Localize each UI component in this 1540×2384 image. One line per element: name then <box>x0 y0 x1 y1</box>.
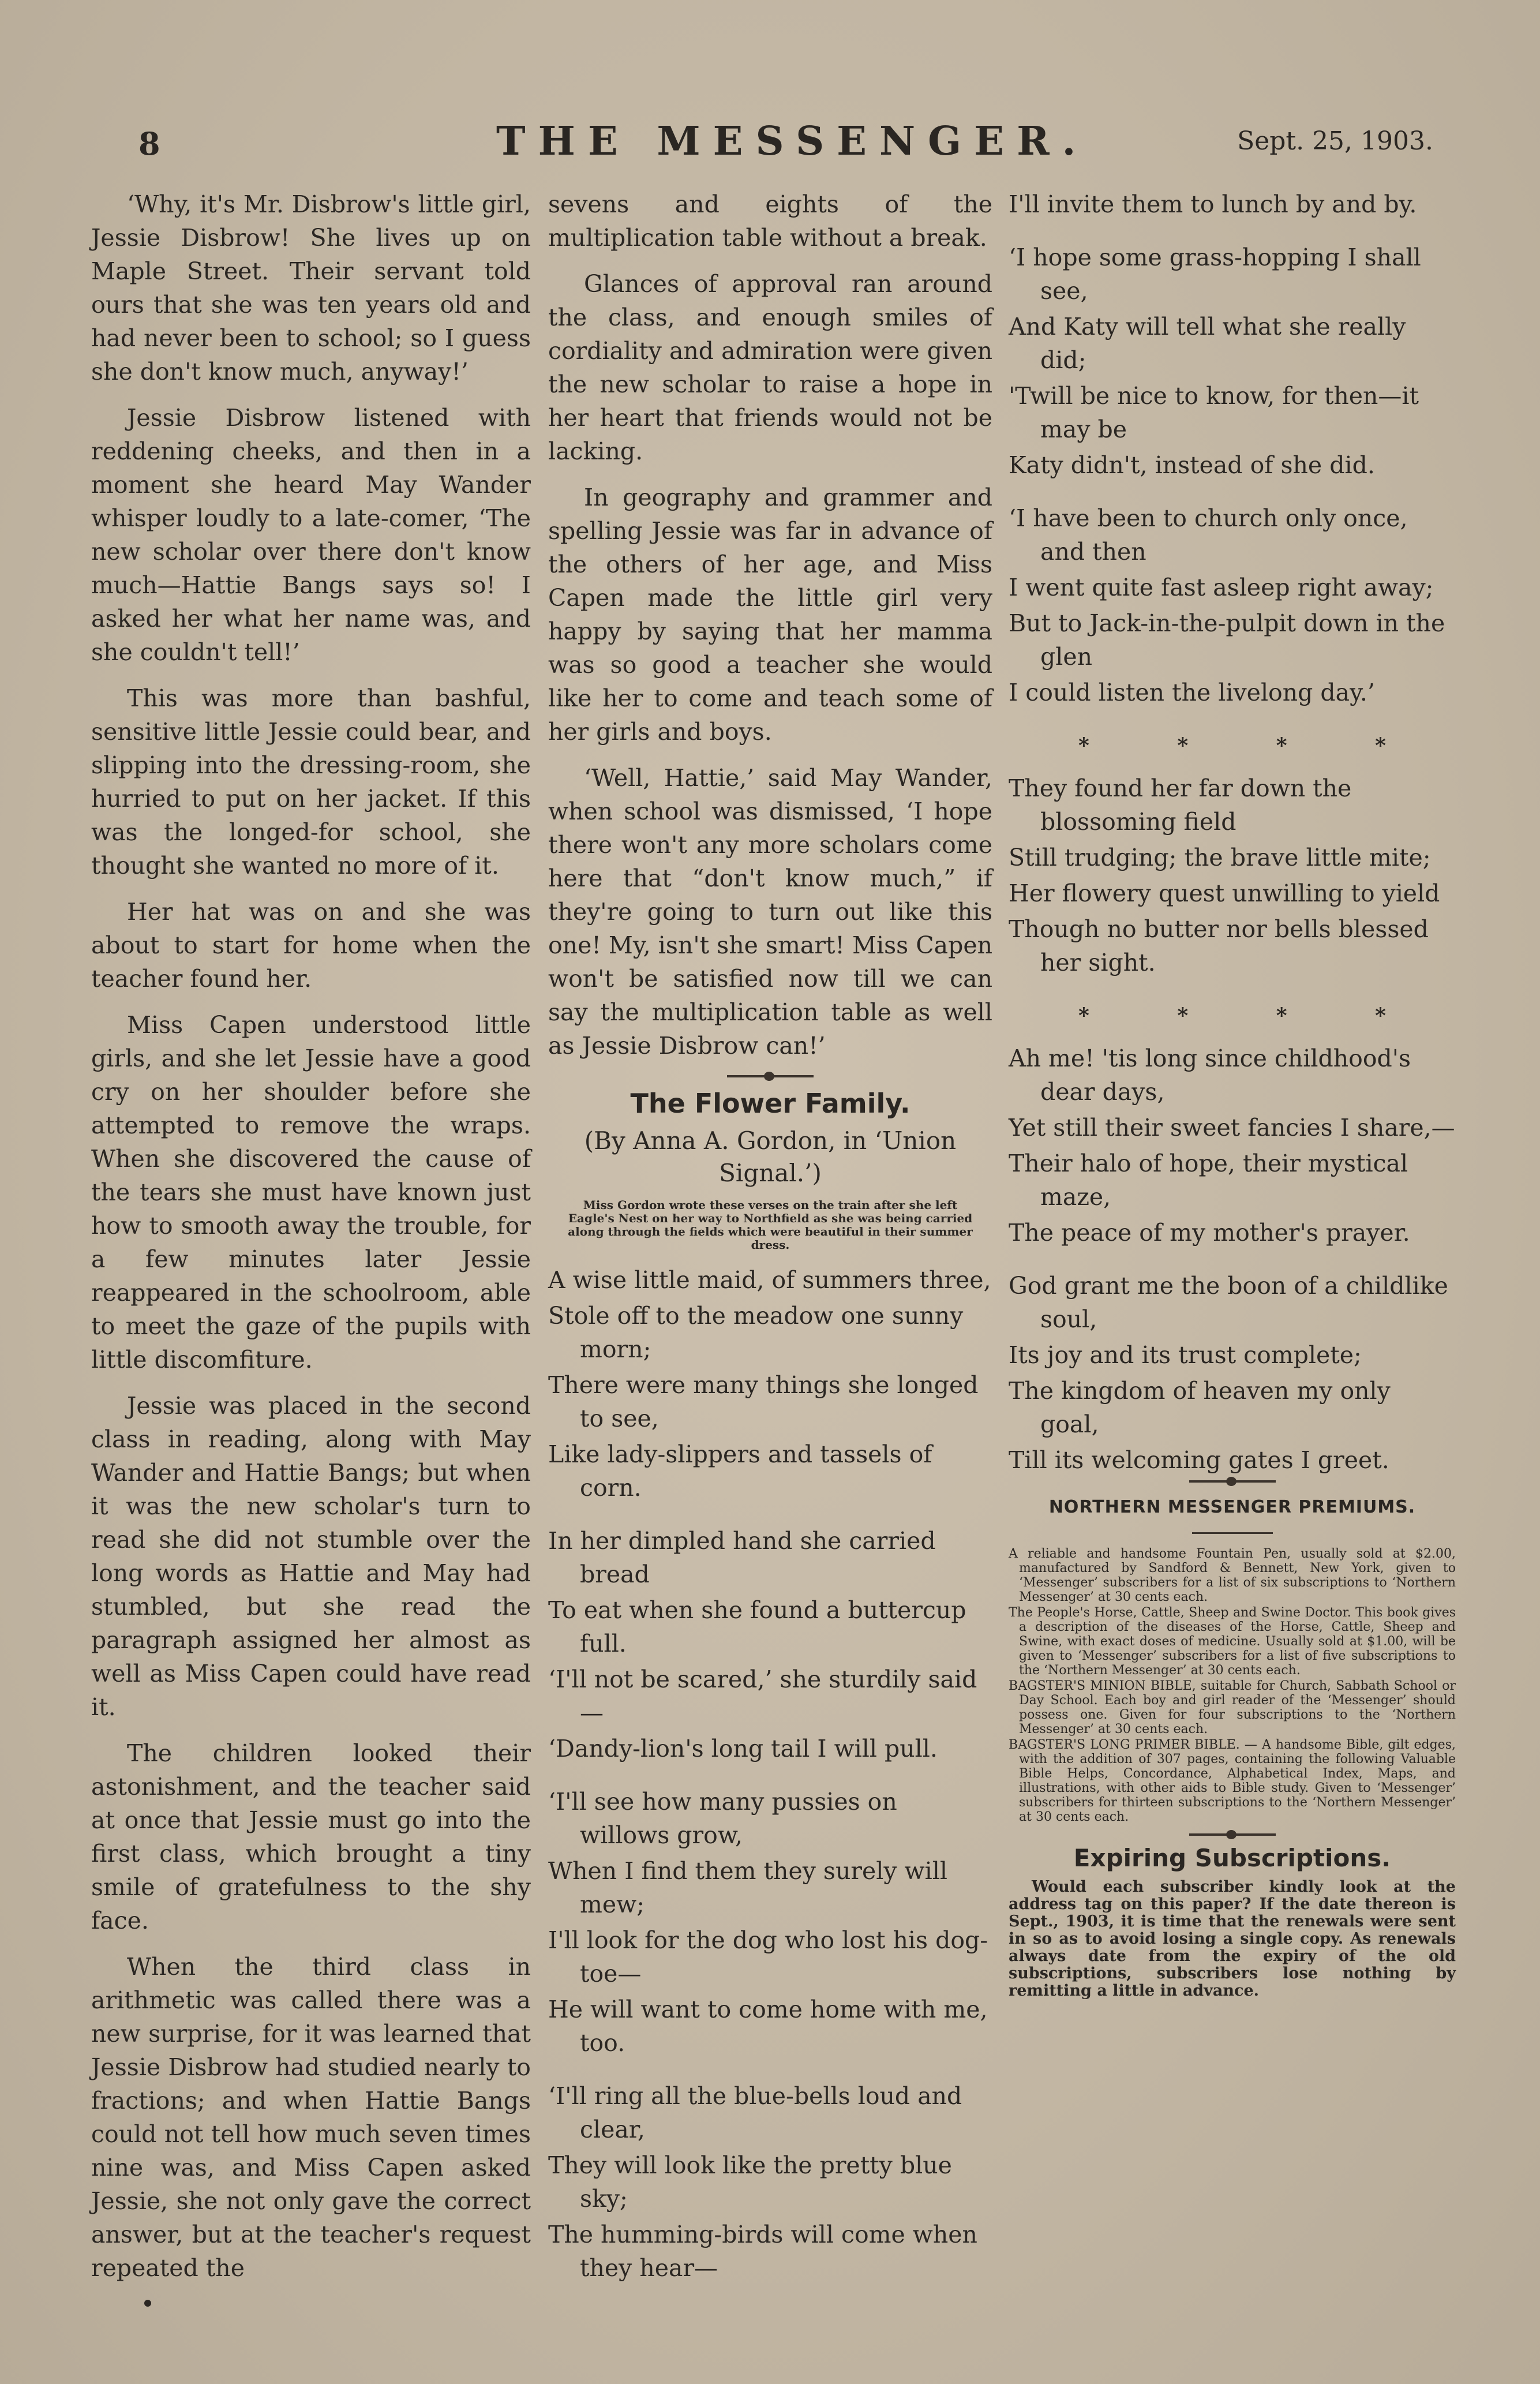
story-paragraph: ‘Why, it's Mr. Disbrow's little girl, Jessie Disbrow! She lives up on Maple Street. Their servant told ours that she was ten years old and had never been to school; so I guess she don't know much, anyway!’ <box>91 190 531 386</box>
story-paragraph: ‘Well, Hattie,’ said May Wander, when school was dismissed, ‘I hope there won't any more scholars come here that “don't know much,” if they're going to turn out like this one! My, isn't she smart! Miss Capen won't be satisfied now till we can say the multiplication table as well as Jessie Disbrow can!’ <box>548 764 992 1060</box>
poem-stanza <box>548 1524 992 1765</box>
premium-item: BAGSTER'S LONG PRIMER BIBLE. — A handsome Bible, gilt edges, with the addition of 307 pages, containing the following Valuable Bible Helps, Concordance, Alphabetical Index, Maps, and illustrations, with other aids to Bible study. Given to ‘Messenger’ subscribers for thirteen subscriptions to the ‘Northern Messenger’ at 30 cents each. <box>1009 1738 1456 1824</box>
poem-line: I went quite fast asleep right away; <box>1009 574 1434 601</box>
poem-body-continued <box>1009 188 1456 1477</box>
poem-stanza <box>1009 501 1456 709</box>
story-paragraph: Miss Capen understood little girls, and she let Jessie have a good cry on her shoulder before she attempted to remove the wraps. When she discovered the cause of the tears she must have known just how to smooth away the trouble, for a few minutes later Jessie reappeared in the schoolroom, able to meet the gaze of the pupils with little discomfiture. <box>91 1011 531 1373</box>
premium-item: BAGSTER'S MINION BIBLE, suitable for Church, Sabbath School or Day School. Each boy and girl reader of the ‘Messenger’ should possess one. Given for four subscriptions to the ‘Northern Messenger’ at 30 cents each. <box>1009 1679 1456 1736</box>
premiums-title: NORTHERN MESSENGER PREMIUMS. <box>1048 1497 1416 1517</box>
poem-line: Stole off to the meadow one sunny morn; <box>548 1302 964 1363</box>
section-stars: * * * * <box>1078 1004 1426 1028</box>
poem-title: The Flower Family. <box>630 1088 910 1119</box>
column-2 <box>548 188 992 2304</box>
poem-stanza <box>1009 772 1456 979</box>
poem-line: In her dimpled hand she carried bread <box>548 1527 936 1588</box>
poem-line: I could listen the livelong day.’ <box>1009 679 1375 706</box>
section-stars: * * * * <box>1078 733 1426 758</box>
poem-line: ‘I'll ring all the blue-bells loud and clear, <box>548 2082 962 2143</box>
poem-line: ‘I'll see how many pussies on willows grow, <box>548 1788 897 1849</box>
poem-line: 'Twill be nice to know, for then—it may be <box>1009 382 1419 443</box>
story-paragraph: When the third class in arithmetic was called there was a new surprise, for it was learned that Jessie Disbrow had studied nearly to fractions; and when Hattie Bangs could not tell how much seven times nine was, and Miss Capen asked Jessie, she not only gave the correct answer, but at the teacher's request repeated the <box>91 1953 531 2282</box>
page-number: 8 <box>138 125 160 162</box>
poem-line: And Katy will tell what she really did; <box>1009 313 1406 374</box>
poem-stanza <box>548 2079 992 2285</box>
poem-line: I'll invite them to lunch by and by. <box>1009 190 1417 218</box>
poem-body <box>548 1263 992 2285</box>
poem-stanza <box>548 1263 992 1504</box>
story-paragraph: Glances of approval ran around the class, and enough smiles of cordiality and admiration were given the new scholar to raise a hope in her heart that friends would not be lacking. <box>548 270 992 465</box>
premium-item: The People's Horse, Cattle, Sheep and Swine Doctor. This book gives a description of the diseases of the Horse, Cattle, Sheep and Swine, with exact doses of medicine. Usually sold at $1.00, will be given to ‘Messenger’ subscribers for a list of five subscriptions to the ‘Northern Messenger’ at 30 cents each. <box>1009 1605 1456 1678</box>
poem-line: Though no butter nor bells blessed her sight. <box>1009 915 1429 976</box>
poem-line: Still trudging; the brave little mite; <box>1009 844 1431 871</box>
section-divider <box>1189 1480 1276 1483</box>
column-3 <box>1009 188 1456 2000</box>
poem-stanza <box>1009 188 1456 221</box>
poem-line: I'll look for the dog who lost his dog-toe— <box>548 1926 988 1988</box>
ink-spot <box>144 2300 151 2307</box>
story-paragraph: Her hat was on and she was about to start for home when the teacher found her. <box>91 898 531 993</box>
poem-line: Like lady-slippers and tassels of corn. <box>548 1440 932 1502</box>
premium-item: A reliable and handsome Fountain Pen, usually sold at $2.00, manufactured by Sandford & Bennett, New York, given to ‘Messenger’ subscribers for a list of six subscriptions to ‘Northern Messenger’ at 30 cents each. <box>1009 1547 1456 1604</box>
expiring-title: Expiring Subscriptions. <box>1073 1844 1391 1872</box>
poem-note: Miss Gordon wrote these verses on the train after she left Eagle's Nest on her way to Northfield as she was being carried along through the fields which were beautiful in their summer dress. <box>568 1198 973 1252</box>
section-divider <box>727 1075 814 1077</box>
poem-line: ‘I have been to church only once, and then <box>1009 504 1408 566</box>
poem-line: ‘I hope some grass-hopping I shall see, <box>1009 244 1421 305</box>
poem-line: Her flowery quest unwilling to yield <box>1009 880 1440 907</box>
poem-line: When I find them they surely will mew; <box>548 1857 947 1918</box>
story-paragraph: The children looked their astonishment, and the teacher said at once that Jessie must go into the first class, which brought a tiny smile of gratefulness to the shy face. <box>91 1739 531 1934</box>
story-paragraph: In geography and grammer and spelling Jessie was far in advance of the others of her age, and Miss Capen made the little girl very happy by saying that her mamma was so good a teacher she would like her to come and teach some of her girls and boys. <box>548 484 992 746</box>
masthead: THE MESSENGER. <box>496 118 1089 164</box>
poem-byline: (By Anna A. Gordon, in ‘Union Signal.’) <box>584 1126 957 1187</box>
poem-line: To eat when she found a buttercup full. <box>548 1596 966 1657</box>
story-paragraph: Jessie Disbrow listened with reddening cheeks, and then in a moment she heard May Wander whisper loudly to a late-comer, ‘The new scholar over there don't know much—Hattie Bangs says so! I asked her what her name was, and she couldn't tell!’ <box>91 404 531 666</box>
poem-line: He will want to come home with me, too. <box>548 1996 988 2057</box>
poem-stanza <box>1009 241 1456 482</box>
page-header <box>92 118 1445 170</box>
column-1 <box>91 188 531 2297</box>
story-paragraph: This was more than bashful, sensitive little Jessie could bear, and slipping into the dressing-room, she hurried to put on her jacket. If this was the longed-for school, she thought she wanted no more of it. <box>91 684 531 880</box>
poem-line: Yet still their sweet fancies I share,— <box>1009 1114 1455 1142</box>
poem-line: Their halo of hope, their mystical maze, <box>1009 1150 1408 1211</box>
poem-line: Its joy and its trust complete; <box>1009 1341 1362 1369</box>
story-paragraph: Jessie was placed in the second class in reading, along with May Wander and Hattie Bangs; but when it was the new scholar's turn to read she did not stumble over the long words as Hattie and May had stumbled, but she read the paragraph assigned her almost as well as Miss Capen could have read it. <box>91 1392 531 1721</box>
poem-line: The kingdom of heaven my only goal, <box>1009 1377 1391 1438</box>
issue-date: Sept. 25, 1903. <box>1237 126 1433 156</box>
expiring-text: Would each subscriber kindly look at the address tag on this paper? If the date thereon is Sept., 1903, it is time that the renewals were sent in so as to avoid losing a single copy. As renewals always date from the expiry of the old subscriptions, subscribers lose nothing by remitting a little in advance. <box>1009 1878 1456 2000</box>
premiums-list <box>1009 1547 1456 1824</box>
poem-line: ‘I'll not be scared,’ she sturdily said— <box>548 1666 977 1727</box>
poem-line: There were many things she longed to see, <box>548 1371 979 1432</box>
poem-stanza <box>1009 1269 1456 1477</box>
poem-line: Katy didn't, instead of she did. <box>1009 451 1375 479</box>
poem-line: They will look like the pretty blue sky; <box>548 2151 952 2213</box>
poem-line: ‘Dandy-lion's long tail I will pull. <box>548 1735 938 1762</box>
poem-line: The humming-birds will come when they hear— <box>548 2221 977 2282</box>
story-paragraph: sevens and eights of the multiplication table without a break. <box>548 190 992 252</box>
poem-stanza <box>548 1785 992 2060</box>
poem-line: God grant me the boon of a childlike soul, <box>1009 1272 1448 1333</box>
poem-stanza <box>1009 1042 1456 1249</box>
section-divider <box>1192 1532 1273 1534</box>
poem-line: But to Jack-in-the-pulpit down in the glen <box>1009 609 1445 671</box>
section-divider <box>1189 1833 1276 1836</box>
poem-line: Ah me! 'tis long since childhood's dear days, <box>1009 1045 1411 1106</box>
poem-line: A wise little maid, of summers three, <box>548 1266 991 1294</box>
poem-line: Till its welcoming gates I greet. <box>1009 1446 1389 1474</box>
poem-line: The peace of my mother's prayer. <box>1009 1219 1410 1247</box>
poem-line: They found her far down the blossoming field <box>1009 774 1352 836</box>
